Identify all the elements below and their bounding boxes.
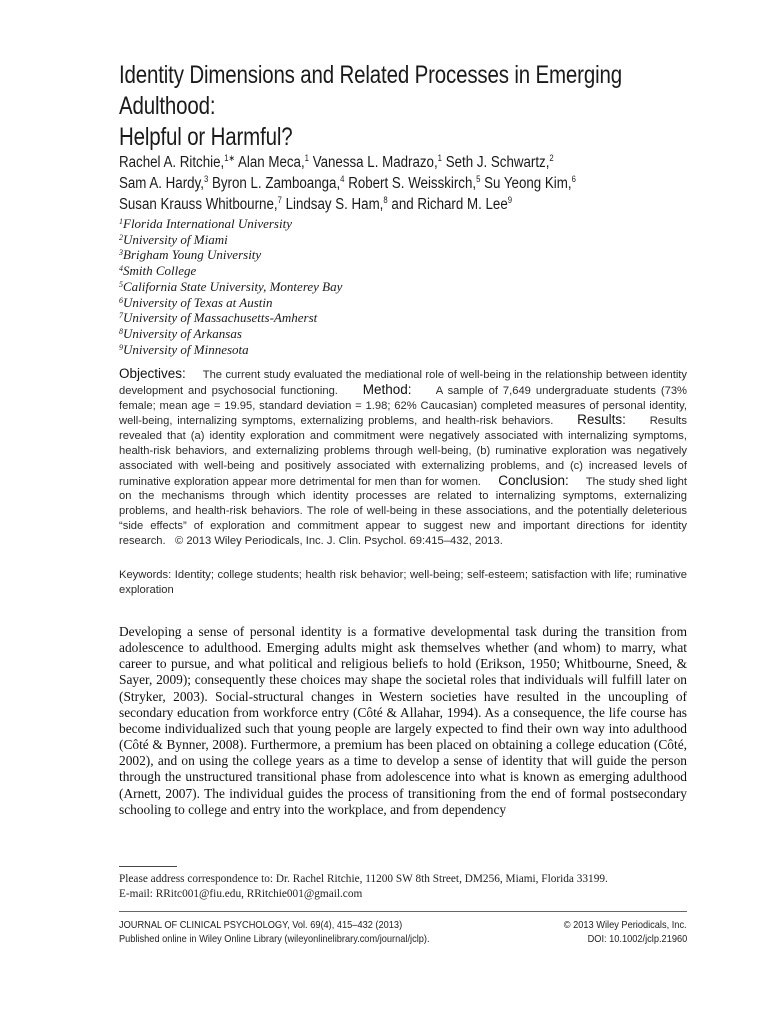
- abstract-results-text: Results revealed that (a) identity exploration and commitment were negatively associated with internalizing symptoms, health-risk behaviors, and externalizing problems through well-being, (b) ruminative exploration was negatively associated with well-being and positively associated with externalizing problems, and (c) increased levels of ruminative exploration appear more detrimental for men than for women.: [119, 415, 688, 488]
- author-name: Byron L. Zamboanga,: [211, 175, 341, 192]
- affiliation-sup: 7: [119, 311, 123, 321]
- affiliation-name: California State University, Monterey Bay: [123, 278, 343, 294]
- footnote-divider: [119, 866, 177, 867]
- author-name: Sam A. Hardy,: [119, 175, 204, 192]
- abstract-method-text: A sample of 7,649 undergraduate students (73% female; mean age = 19.95, standard deviation = 1.98; 62% Caucasian) completed measures of personal identity, well-being, internalizing symptoms, externalizing problems, and health-risk behaviors.: [119, 384, 687, 428]
- affiliation-name: University of Minnesota: [123, 341, 249, 357]
- footer-doi: DOI: 10.1002/jclp.21960: [587, 933, 687, 945]
- affiliation-list: [119, 216, 687, 357]
- affiliation-sup: 8: [119, 326, 123, 336]
- title-line-2: Helpful or Harmful?: [119, 123, 293, 151]
- abstract-conclusion-heading: Conclusion:: [498, 472, 569, 488]
- author-sup: 1: [304, 153, 309, 163]
- author-line-1: [119, 152, 721, 173]
- author-line-3: [119, 194, 721, 215]
- footer-published: Published online in Wiley Online Library (wileyonlinelibrary.com/journal/jclp).: [119, 933, 430, 945]
- affiliation-name: University of Texas at Austin: [123, 294, 273, 310]
- affiliation-name: University of Arkansas: [123, 325, 242, 341]
- affiliation-name: Smith College: [123, 263, 197, 279]
- footer-divider: [119, 911, 687, 912]
- author-sup: 8: [383, 195, 388, 205]
- footer-copyright: © 2013 Wiley Periodicals, Inc.: [564, 919, 687, 931]
- abstract-results-heading: Results:: [577, 412, 626, 428]
- author-name: Robert S. Weisskirch,: [348, 175, 477, 192]
- affiliation-item: [119, 279, 687, 295]
- author-name: Seth J. Schwartz,: [445, 154, 550, 171]
- author-sup: 4: [340, 174, 345, 184]
- paper-title: [119, 60, 693, 153]
- affiliation-name: Florida International University: [123, 216, 292, 231]
- affiliation-item: [119, 326, 687, 342]
- affiliation-name: University of Miami: [123, 231, 228, 247]
- affiliation-item: [119, 247, 687, 263]
- affiliation-sup: 1: [119, 217, 123, 226]
- affiliation-item: [119, 342, 687, 358]
- correspondence-footnote: [119, 872, 687, 902]
- page-footer: [119, 918, 687, 946]
- author-sup: 3: [203, 174, 209, 184]
- affiliation-sup: 2: [119, 232, 123, 242]
- author-sup: 6: [571, 174, 576, 184]
- affiliation-name: University of Massachusetts-Amherst: [123, 310, 318, 326]
- affiliation-item: [119, 263, 687, 279]
- title-line-1: Identity Dimensions and Related Processes in Emerging Adulthood:: [119, 61, 622, 120]
- footnote-email: E-mail: RRitc001@fiu.edu, RRitchie001@gmail.com: [119, 888, 363, 900]
- author-sup: 1: [437, 153, 442, 163]
- author-name: Susan Krauss Whitbourne,: [119, 196, 278, 213]
- abstract-objectives-text: The current study evaluated the mediational role of well-being in the relationship between identity development and psychosocial functioning.: [119, 369, 688, 397]
- affiliation-sup: 5: [119, 279, 123, 289]
- author-name: Lindsay S. Ham,: [285, 196, 384, 213]
- keywords: Keywords: Identity; college students; health risk behavior; well-being; self-esteem; satisfaction with life; ruminative exploration: [119, 569, 687, 596]
- body-paragraph: Developing a sense of personal identity is a formative developmental task during the transition from adolescence to adulthood. Emerging adults might ask themselves whether (and whom) to marry, what career to pursue, and what political and religious beliefs to hold (Erikson, 1950; Whitbourne, Sneed, & Sayer, 2009); consequently these choices may shape the societal roles that individuals will fulfill later on (Stryker, 2003). Social-structural changes in Western societies have resulted in the uncoupling of secondary education from workforce entry (Côté & Allahar, 1994). As a consequence, the life course has become individualized such that young people are largely expected to find their own way into adulthood (Côté & Bynner, 2008). Furthermore, a premium has been placed on obtaining a college education (Côté, 2002), and on using the college years as a time to develop a sense of identity that will guide the person through the unstructured transitional phase from adolescence into what is known as emerging adulthood (Arnett, 2007). The individual guides the process of transitioning from the end of formal postsecondary schooling to college and entry into the workplace, and from dependency: [119, 624, 687, 817]
- abstract-method-heading: Method:: [362, 381, 412, 397]
- author-sup: 1∗: [224, 153, 236, 163]
- affiliation-sup: 6: [119, 295, 123, 305]
- abstract-objectives-heading: Objectives:: [119, 366, 186, 381]
- author-name: Su Yeong Kim,: [484, 175, 572, 192]
- abstract: [119, 367, 687, 549]
- footer-journal: JOURNAL OF CLINICAL PSYCHOLOGY, Vol. 69(4), 415–432 (2013): [119, 919, 403, 931]
- affiliation-item: [119, 232, 687, 248]
- author-name: Rachel A. Ritchie,: [119, 154, 225, 171]
- author-name: Alan Meca,: [237, 154, 305, 171]
- footnote-address: Please address correspondence to: Dr. Rachel Ritchie, 11200 SW 8th Street, DM256, Miami, Florida 33199.: [119, 873, 608, 885]
- affiliation-sup: 9: [119, 342, 123, 352]
- abstract-conclusion-text: The study shed light on the mechanisms through which identity processes are related to internalizing symptoms, externalizing problems, and health-risk behaviors. The role of well-being in these associations, and the potentially deleterious “side effects” of exploration and commitment appear to suggest new and important directions for identity research.: [119, 475, 687, 547]
- author-sup: 5: [476, 174, 481, 184]
- author-name: and Richard M. Lee: [391, 196, 508, 213]
- abstract-copyright: © 2013 Wiley Periodicals, Inc. J. Clin. Psychol. 69:415–432, 2013.: [174, 534, 503, 547]
- affiliation-item: [119, 216, 687, 232]
- affiliation-sup: 3: [119, 248, 123, 258]
- affiliation-name: Brigham Young University: [123, 247, 262, 263]
- author-line-2: [119, 173, 721, 194]
- author-list: [119, 152, 721, 215]
- author-sup: 7: [277, 195, 282, 205]
- affiliation-item: [119, 295, 687, 311]
- author-sup: 9: [507, 195, 513, 205]
- affiliation-item: [119, 310, 687, 326]
- author-name: Vanessa L. Madrazo,: [312, 154, 438, 171]
- author-sup: 2: [549, 153, 554, 163]
- affiliation-sup: 4: [119, 264, 123, 274]
